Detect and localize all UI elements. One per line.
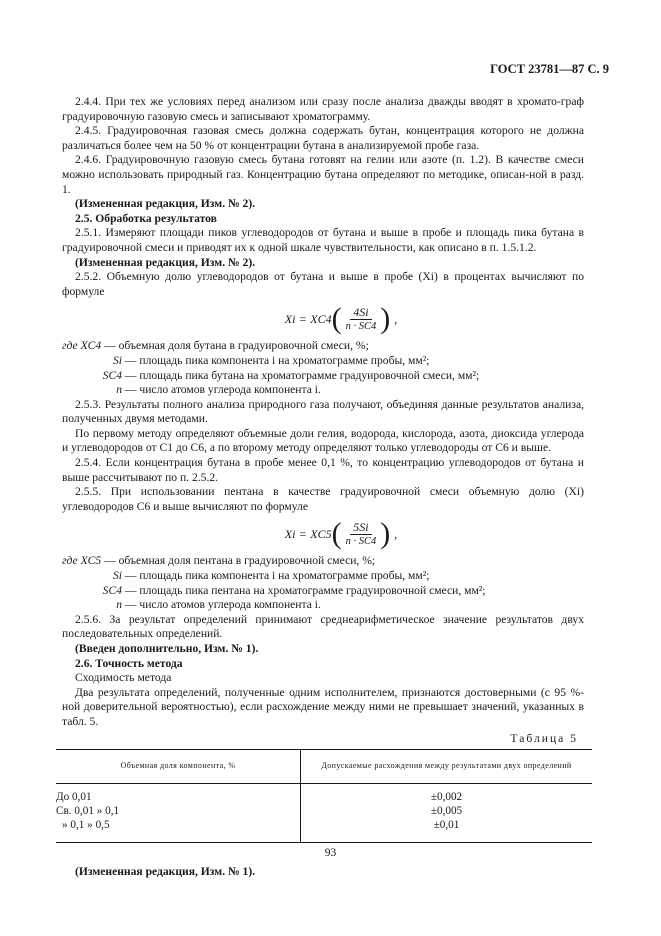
table-header: Объемная доля компонента, % bbox=[56, 750, 301, 784]
formula-butane: Xi = XC4 ( $\frac{4Si}{n \cdot SC4}$ ) , bbox=[284, 302, 398, 336]
paragraph-2-6: Два результата определений, полученные одним исполнителем, признаются достоверными (с 95 %-ной доверительной вероятностью), если расхождение между ними не превышает значений, указанных в табл. 5. bbox=[62, 685, 584, 728]
formula-lhs: Xi bbox=[284, 312, 296, 327]
paragraph-2-5-3-methods: По первому методу определяют объемные доли гелия, водорода, кислорода, азота, диоксида углерода и углеводородов от C1 до C6, а по второму методу определяют только углеводороды от C6 и выше. bbox=[62, 426, 584, 455]
paragraph-2-5-2: 2.5.2. Объемную долю углеводородов от бутана и выше в пробе (Xi) в процентах вычисляют по формуле bbox=[62, 270, 584, 298]
table-row bbox=[56, 790, 592, 804]
amendment-note: (Введен дополнительно, Изм. № 1). bbox=[75, 642, 259, 655]
symbol-description: — площадь пика компонента i на хроматограмме пробы, мм²; bbox=[122, 569, 430, 583]
table-cell: До 0,01 bbox=[56, 790, 301, 804]
section-heading-2-6: 2.6. Точность метода bbox=[75, 656, 183, 670]
page-number: 93 bbox=[324, 847, 337, 859]
table-row bbox=[56, 818, 592, 832]
paragraph-2-4-6: 2.4.6. Градуировочную газовую смесь бутана готовят на гелии или азоте (п. 1.2). В качестве смеси можно использовать природный газ. Концентрацию бутана определяют по методике, описан-ной в разд. 1. bbox=[62, 153, 584, 196]
symbol: где XC5 bbox=[62, 554, 102, 568]
table-row bbox=[56, 804, 592, 818]
symbol: n bbox=[116, 383, 122, 397]
symbol-description: — число атомов углерода компонента i. bbox=[122, 383, 321, 397]
formula-denominator: n · SC4 bbox=[345, 320, 377, 332]
symbol: где XC4 bbox=[62, 339, 102, 353]
symbol-description: — площадь пика пентана на хроматограмме градуировочной смеси, мм²; bbox=[122, 583, 486, 597]
symbol: Si bbox=[112, 353, 122, 367]
amendment-note: (Измененная редакция, Изм. № 2). bbox=[75, 197, 256, 211]
paragraph-2-5-3: 2.5.3. Результаты полного анализа природного газа получают, объединяя данные результатов анализа, полученных двумя методами. bbox=[62, 397, 584, 426]
table-cell: » 0,1 » 0,5 bbox=[56, 818, 301, 832]
paragraph-2-5-5: 2.5.5. При использовании пентана в качестве градуировочной смеси объемную долю (Xi) углеводородов C6 и выше вычисляют по формуле bbox=[62, 485, 584, 513]
amendment-note: (Измененная редакция, Изм. № 2). bbox=[75, 255, 256, 269]
formula-pentane: Xi = XC5 ( $\frac{5Si}{n \cdot SC4}$ ) , bbox=[284, 517, 398, 551]
paragraph-2-5-1: 2.5.1. Измеряют площади пиков углеводородов от бутана и выше в пробе и площадь пика бутана в градуировочной смеси и приводят их к одной шкале чувствительности, как описано в п. 1.5.1.2. bbox=[62, 226, 584, 254]
table-header: Допускаемые расхождения между результатами двух определений bbox=[301, 750, 593, 784]
section-heading-2-5: 2.5. Обработка результатов bbox=[75, 211, 217, 225]
symbol-definitions bbox=[62, 554, 584, 612]
table-5 bbox=[56, 749, 592, 843]
formula-numerator: 5Si bbox=[350, 520, 371, 535]
symbol-description: — объемная доля бутана в градуировочной смеси, %; bbox=[101, 339, 369, 353]
symbol-description: — площадь пика бутана на хроматограмме градуировочной смеси, мм²; bbox=[122, 368, 480, 382]
formula-coefficient: XC4 bbox=[310, 312, 332, 327]
document-body bbox=[56, 95, 584, 880]
subheading-convergence: Сходимость метода bbox=[75, 671, 172, 685]
symbol-description: — число атомов углерода компонента i. bbox=[122, 598, 321, 612]
table-cell: Св. 0,01 » 0,1 bbox=[56, 804, 301, 818]
symbol: Si bbox=[112, 569, 122, 583]
table-cell: ±0,002 bbox=[430, 791, 463, 804]
symbol-description: — объемная доля пентана в градуировочной смеси, %; bbox=[101, 554, 376, 568]
paragraph-2-4-4: 2.4.4. При тех же условиях перед анализом или сразу после анализа дважды вводят в хромато-граф градуировочную газовую смесь и записывают хроматограмму. bbox=[62, 95, 584, 123]
page-header: ГОСТ 23781—87 С. 9 bbox=[490, 62, 609, 76]
formula-denominator: n · SC4 bbox=[345, 535, 377, 547]
formula-fraction bbox=[343, 305, 380, 334]
symbol: SC4 bbox=[102, 368, 122, 382]
table-caption: Таблица 5 bbox=[510, 731, 578, 745]
table-cell: ±0,01 bbox=[433, 819, 460, 832]
symbol-definitions bbox=[62, 339, 584, 397]
paragraph-2-5-6: 2.5.6. За результат определений принимают среднеарифметическое значение результатов двух последовательных определений. bbox=[62, 612, 584, 641]
formula-lhs: Xi bbox=[284, 527, 296, 542]
symbol: SC4 bbox=[102, 583, 122, 597]
amendment-note: (Измененная редакция, Изм. № 1). bbox=[75, 865, 256, 879]
formula-numerator: 4Si bbox=[350, 305, 371, 320]
paragraph-2-4-5: 2.4.5. Градуировочная газовая смесь должна содержать бутан, концентрация которого не должна различаться более чем на 50 % от концентрации бутана в анализируемой пробе газа. bbox=[62, 124, 584, 152]
symbol: n bbox=[116, 598, 122, 612]
symbol-description: — площадь пика компонента i на хроматограмме пробы, мм²; bbox=[122, 353, 430, 367]
formula-coefficient: XC5 bbox=[310, 527, 332, 542]
table-cell: ±0,005 bbox=[430, 805, 463, 818]
formula-fraction bbox=[343, 520, 380, 549]
paragraph-2-5-4: 2.5.4. Если концентрация бутана в пробе менее 0,1 %, то концентрацию углеводородов от бутана и выше рассчитывают по п. 2.5.2. bbox=[62, 456, 584, 484]
